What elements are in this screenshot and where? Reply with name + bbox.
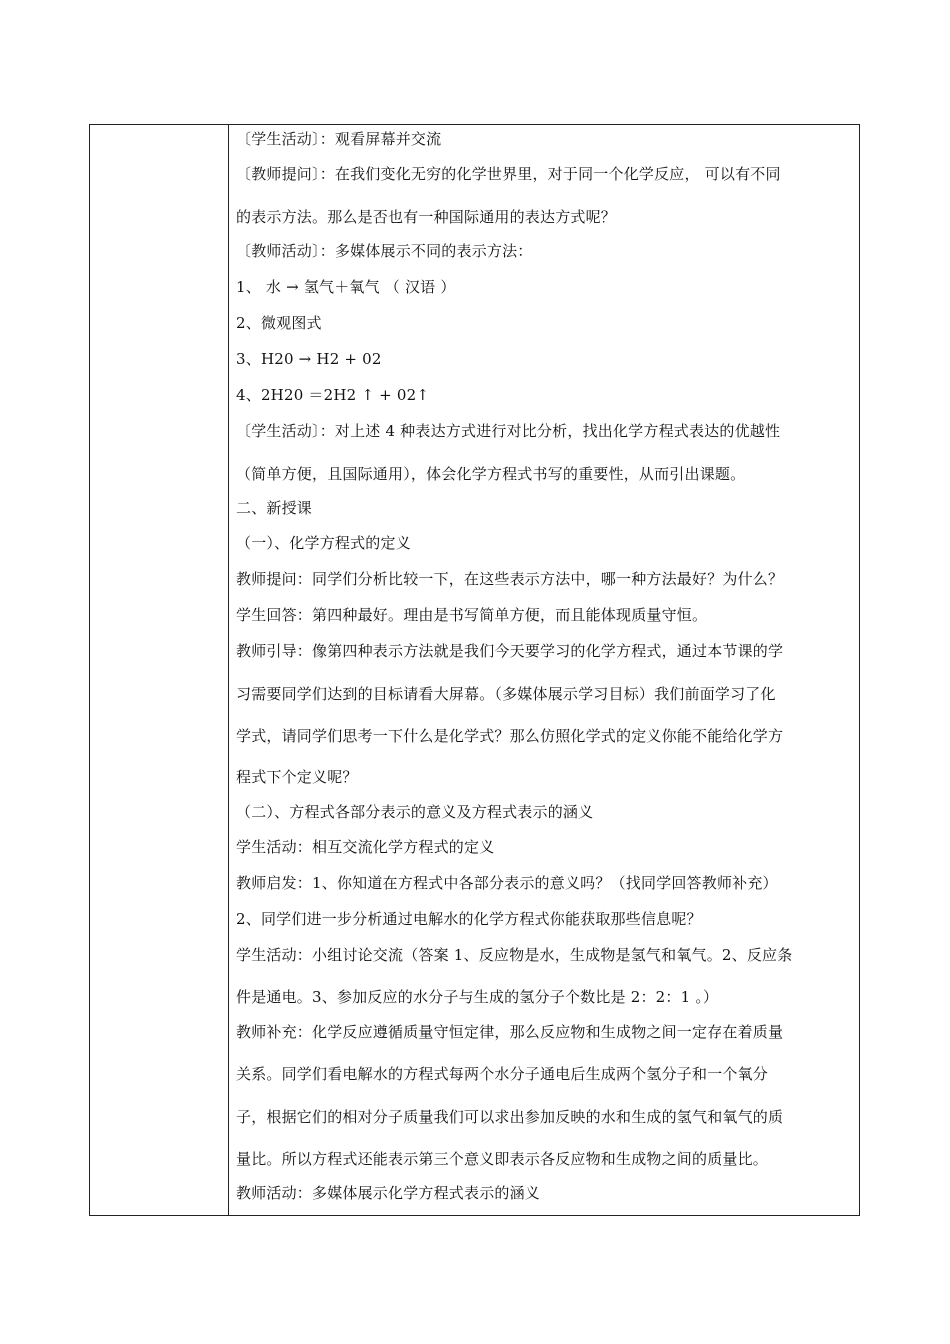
text-line: 教师引导：像第四种表示方法就是我们今天要学习的化学方程式，通过本节课的学 <box>236 642 784 660</box>
text-line: 教师补充：化学反应遵循质量守恒定律，那么反应物和生成物之间一定存在着质量 <box>236 1023 784 1041</box>
text-line: 子，根据它们的相对分子质量我们可以求出参加反映的水和生成的氢气和氧气的质 <box>236 1108 784 1126</box>
text-line: 〔学生活动〕：对上述 4 种表达方式进行对比分析，找出化学方程式表达的优越性 <box>236 422 781 440</box>
text-line: 学生活动：小组讨论交流（答案 1、反应物是水，生成物是氢气和氧气。2、反应条 <box>236 946 793 964</box>
text-line: 3、H20 → H2 + 02 <box>236 350 382 368</box>
text-line: 学生活动：相互交流化学方程式的定义 <box>236 838 495 856</box>
text-line: 教师活动：多媒体展示化学方程式表示的涵义 <box>236 1184 541 1202</box>
text-line: 〔学生活动〕：观看屏幕并交流 <box>236 130 442 148</box>
text-line: 关系。同学们看电解水的方程式每两个水分子通电后生成两个氢分子和一个氧分 <box>236 1065 769 1083</box>
text-line: 〔教师提问〕：在我们变化无穷的化学世界里，对于同一个化学反应， 可以有不同 <box>236 165 781 183</box>
text-line: 教师提问：同学们分析比较一下，在这些表示方法中，哪一种方法最好？为什么？ <box>236 570 784 588</box>
text-line: 的表示方法。那么是否也有一种国际通用的表达方式呢？ <box>236 208 617 226</box>
text-line: （一）、化学方程式的定义 <box>236 534 411 552</box>
table-content-column <box>229 125 859 1215</box>
text-line: 二、新授课 <box>236 499 313 517</box>
text-line: 2、同学们进一步分析通过电解水的化学方程式你能获取那些信息呢？ <box>236 910 702 928</box>
text-line: 量比。所以方程式还能表示第三个意义即表示各反应物和生成物之间的质量比。 <box>236 1150 769 1168</box>
text-line: 教师启发：1、你知道在方程式中各部分表示的意义吗？（找同学回答教师补充） <box>236 874 778 892</box>
text-line: 件是通电。3、参加反应的水分子与生成的氢分子个数比是 2：2：1 。） <box>236 988 719 1006</box>
text-line: 2、微观图式 <box>236 314 322 332</box>
lesson-table <box>89 124 860 1216</box>
table-left-column <box>90 125 229 1215</box>
text-line: 学生回答：第四种最好。理由是书写简单方便，而且能体现质量守恒。 <box>236 606 708 624</box>
text-line: 程式下个定义呢？ <box>236 768 358 786</box>
text-line: （简单方便，且国际通用），体会化学方程式书写的重要性，从而引出课题。 <box>236 465 746 483</box>
text-line: 学式，请同学们思考一下什么是化学式？那么仿照化学式的定义你能不能给化学方 <box>236 727 784 745</box>
text-line: 4、2H20 ＝2H2 ↑ + 02↑ <box>236 386 430 404</box>
text-line: 〔教师活动〕：多媒体展示不同的表示方法： <box>236 242 533 260</box>
text-line: 1、 水 → 氢气＋氧气 （ 汉语 ） <box>236 278 456 296</box>
text-line: （二）、方程式各部分表示的意义及方程式表示的涵义 <box>236 803 594 821</box>
text-line: 习需要同学们达到的目标请看大屏幕。（多媒体展示学习目标）我们前面学习了化 <box>236 685 776 703</box>
